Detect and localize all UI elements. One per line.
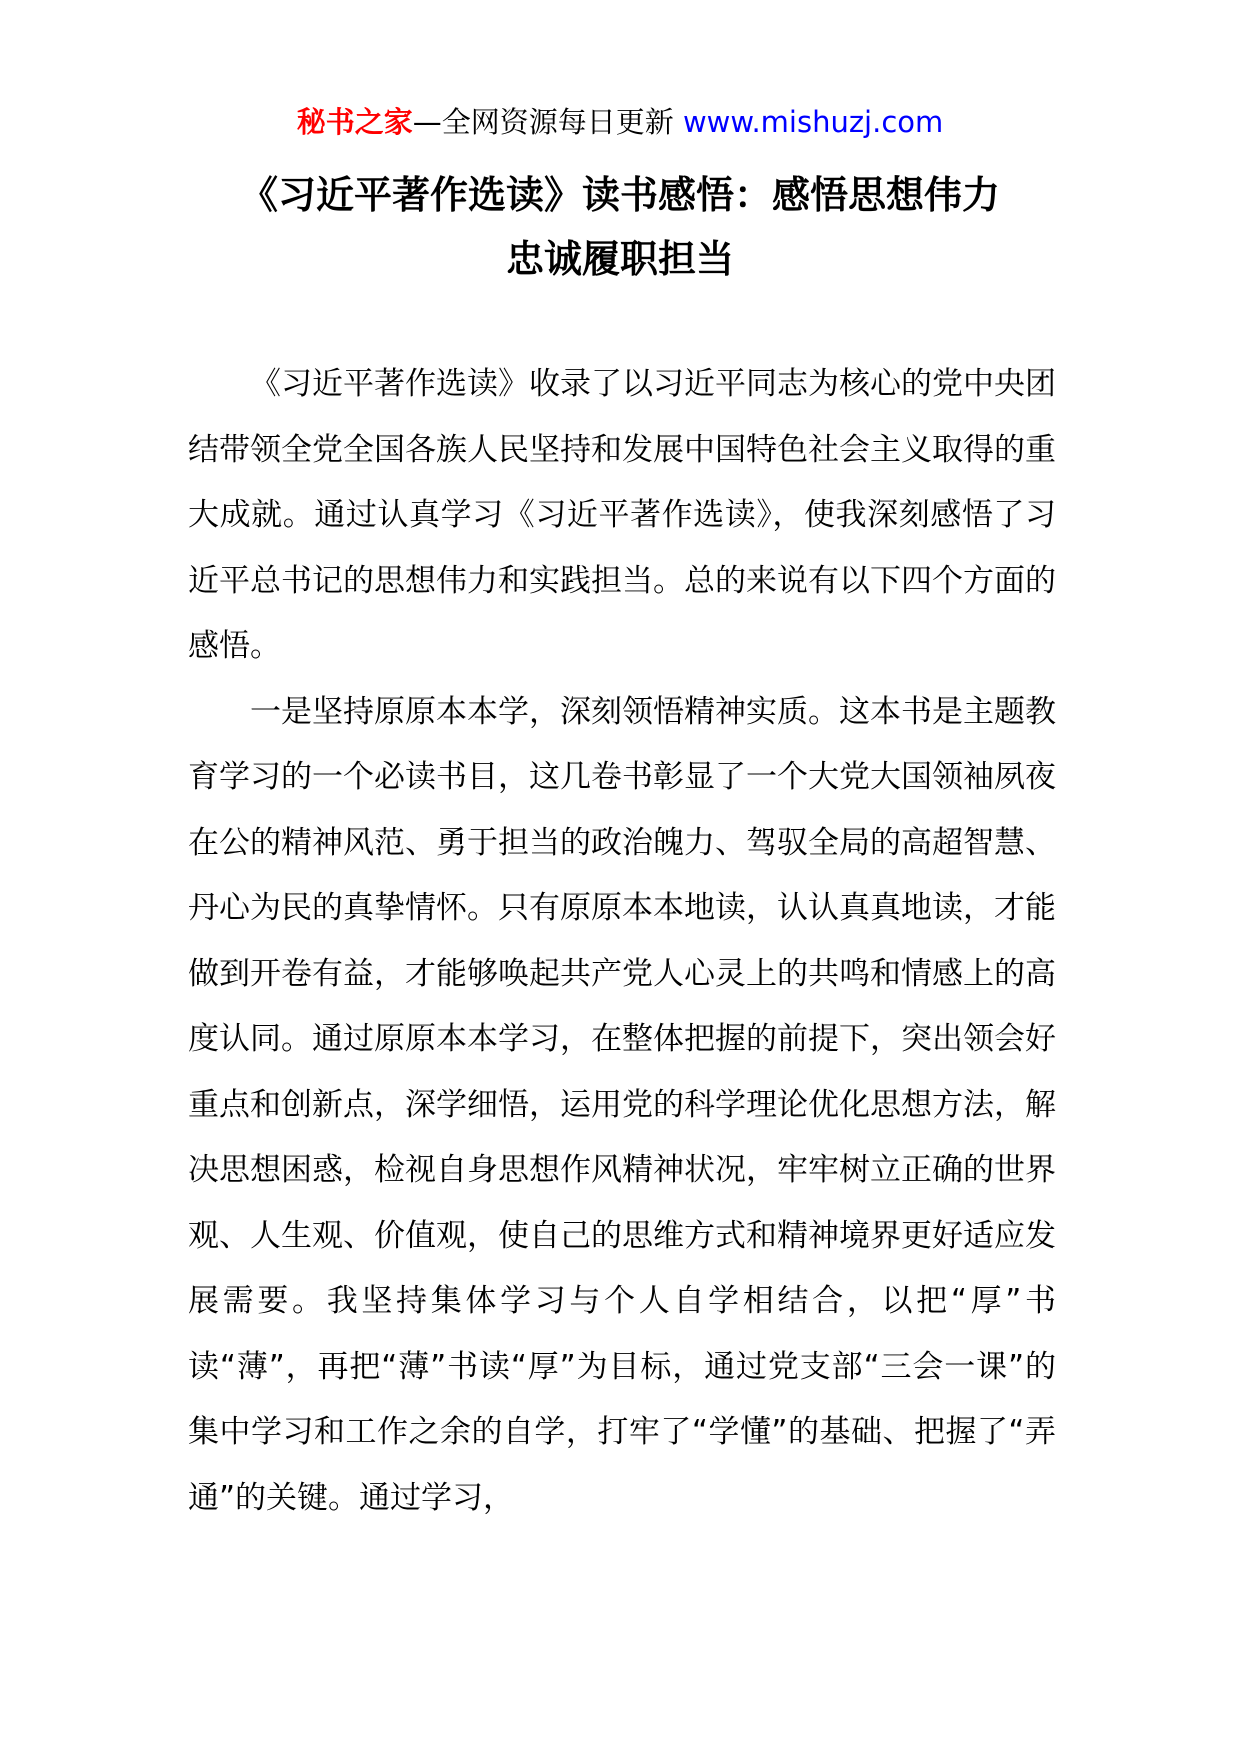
brand-name: 秘书之家	[296, 105, 413, 139]
document-title	[150, 163, 1090, 291]
site-link[interactable]: www.mishuzj.com	[682, 105, 944, 139]
title-line-1: 《习近平著作选读》读书感悟：感悟思想伟力	[239, 173, 1000, 217]
document-body	[188, 352, 1056, 1531]
paragraph-1: 《习近平著作选读》收录了以习近平同志为核心的党中央团结带领全党全国各族人民坚持和发展中国特色社会主义取得的重大成就。通过认真学习《习近平著作选读》，使我深刻感悟了习近平总书记的思想伟力和实践担当。总的来说有以下四个方面的感悟。	[188, 366, 1056, 664]
paragraph-2: 一是坚持原原本本学，深刻领悟精神实质。这本书是主题教育学习的一个必读书目，这几卷书彰显了一个大党大国领袖夙夜在公的精神风范、勇于担当的政治魄力、驾驭全局的高超智慧、丹心为民的真挚情怀。只有原原本本地读，认认真真地读，才能做到开卷有益，才能够唤起共产党人心灵上的共鸣和情感上的高度认同。通过原原本本学习，在整体把握的前提下，突出领会好重点和创新点，深学细悟，运用党的科学理论优化思想方法，解决思想困惑，检视自身思想作风精神状况，牢牢树立正确的世界观、人生观、价值观，使自己的思维方式和精神境界更好适应发展需要。我坚持集体学习与个人自学相结合，以把“厚”书读“薄”，再把“薄”书读“厚”为目标，通过党支部“三会一课”的集中学习和工作之余的自学，打牢了“学懂”的基础、把握了“弄通”的关键。通过学习，	[188, 693, 1056, 1516]
header-tagline: —全网资源每日更新	[412, 105, 683, 139]
page-header	[0, 100, 1240, 144]
title-line-2: 忠诚履职担当	[505, 237, 734, 281]
